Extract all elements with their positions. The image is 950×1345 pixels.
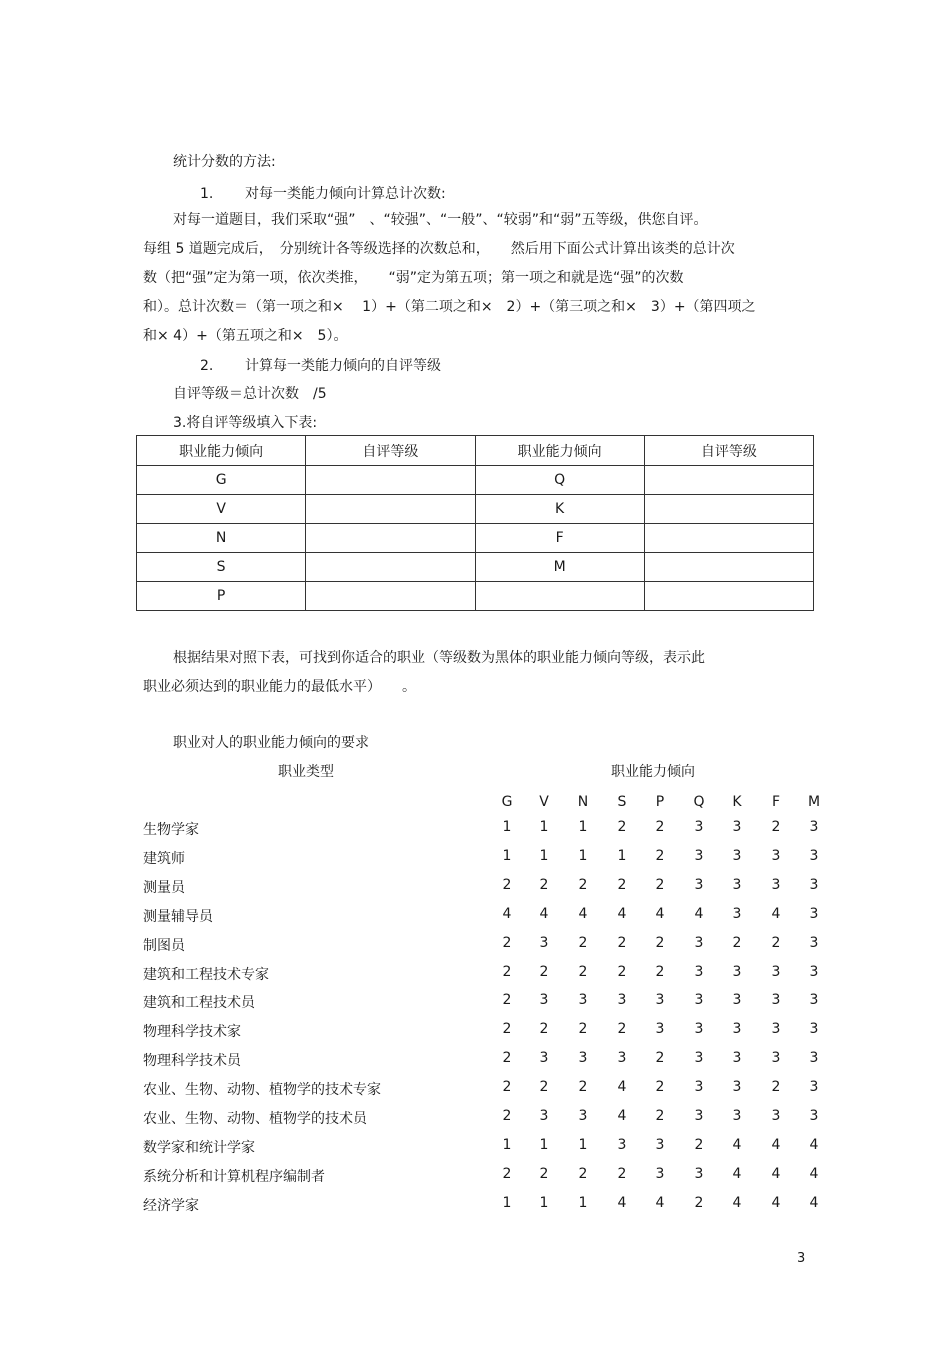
aptitude-level: 2 — [502, 1079, 512, 1096]
self-rating-table — [136, 435, 814, 611]
aptitude-level: 3 — [732, 1108, 742, 1124]
occupation-name: 物理科学技术家 — [143, 1024, 241, 1041]
aptitude-level: 3 — [694, 1079, 704, 1096]
aptitude-level: 2 — [539, 963, 549, 980]
aptitude-level: 1 — [578, 819, 588, 835]
table-header-row — [137, 436, 814, 466]
aptitude-level: 4 — [617, 1079, 627, 1096]
step3-instruction: 3.将自评等级填入下表: — [173, 415, 318, 431]
occupation-name: 建筑师 — [143, 850, 185, 867]
aptitude-level: 2 — [578, 963, 588, 980]
formula: 自评等级＝总计次数 /5 — [173, 386, 327, 402]
aptitude-level: 4 — [617, 905, 627, 922]
aptitude-code-header-row — [143, 794, 833, 814]
table-row — [143, 1021, 833, 1041]
table-row — [137, 466, 814, 495]
rating-cell[interactable] — [306, 495, 475, 524]
header-cell: 职业能力倾向 — [475, 436, 644, 466]
aptitude-level: 2 — [655, 819, 665, 835]
aptitude-code: V — [137, 495, 306, 524]
header-cell: 职业能力倾向 — [137, 436, 306, 466]
aptitude-level: 3 — [732, 847, 742, 864]
aptitude-level: 1 — [502, 1136, 512, 1153]
table-row — [143, 992, 833, 1012]
occupation-name: 物理科学技术员 — [143, 1053, 241, 1070]
aptitude-level: 4 — [732, 1194, 742, 1211]
aptitude-level: 2 — [578, 876, 588, 893]
aptitude-code: Q — [475, 466, 644, 495]
aptitude-level: 3 — [771, 1021, 781, 1038]
table-row — [143, 848, 833, 868]
aptitude-level: 4 — [617, 1108, 627, 1124]
table-row — [137, 553, 814, 582]
aptitude-level: 2 — [771, 934, 781, 951]
aptitude-level: 3 — [655, 992, 665, 1009]
aptitude-level: 3 — [578, 1050, 588, 1067]
aptitude-level: 3 — [655, 1021, 665, 1038]
paragraph-line: 每组 5 道题完成后， 分别统计各等级选择的次数总和， 然后用下面公式计算出该类的总计次 — [143, 241, 735, 257]
aptitude-level: 4 — [694, 905, 704, 922]
aptitude-level: 3 — [694, 1165, 704, 1182]
aptitude-level: 2 — [655, 847, 665, 864]
code-cell: V — [539, 794, 549, 810]
step2-title: 计算每一类能力倾向的自评等级 — [245, 358, 441, 374]
aptitude-level: 2 — [502, 992, 512, 1009]
aptitude-level: 3 — [771, 1108, 781, 1124]
table-row — [137, 582, 814, 611]
aptitude-level: 3 — [617, 1136, 627, 1153]
aptitude-level: 2 — [578, 1079, 588, 1096]
aptitude-level: 3 — [809, 934, 819, 951]
aptitude-level: 2 — [578, 934, 588, 951]
aptitude-level: 3 — [617, 1050, 627, 1067]
aptitude-level: 2 — [502, 934, 512, 951]
code-cell: F — [771, 794, 781, 810]
aptitude-level: 1 — [502, 1194, 512, 1211]
rating-cell[interactable] — [644, 524, 813, 553]
occupation-name: 生物学家 — [143, 822, 199, 838]
aptitude-level: 3 — [809, 819, 819, 835]
rating-cell[interactable] — [644, 582, 813, 611]
aptitude-level: 2 — [539, 876, 549, 893]
aptitude-level: 3 — [732, 992, 742, 1009]
aptitude-level: 3 — [539, 934, 549, 951]
aptitude-level: 3 — [694, 1021, 704, 1038]
aptitude-level: 3 — [539, 1050, 549, 1067]
rating-cell[interactable] — [644, 553, 813, 582]
aptitude-code: G — [137, 466, 306, 495]
aptitude-code: S — [137, 553, 306, 582]
table-row — [143, 1079, 833, 1099]
rating-cell[interactable] — [306, 582, 475, 611]
occupation-name: 数学家和统计学家 — [143, 1139, 255, 1156]
aptitude-level: 3 — [809, 1050, 819, 1067]
aptitude-level: 4 — [771, 1194, 781, 1211]
table-row — [143, 1195, 833, 1215]
aptitude-level: 3 — [732, 1050, 742, 1067]
aptitude-code: N — [137, 524, 306, 553]
aptitude-level: 1 — [578, 847, 588, 864]
rating-cell[interactable] — [644, 466, 813, 495]
aptitude-level: 2 — [578, 1021, 588, 1038]
aptitude-level: 3 — [655, 1136, 665, 1153]
step1-number: 1. — [200, 186, 214, 202]
aptitude-level: 3 — [809, 1079, 819, 1096]
aptitude-level: 1 — [578, 1194, 588, 1211]
table-row — [143, 1108, 833, 1128]
aptitude-level: 3 — [694, 934, 704, 951]
code-cell: P — [655, 794, 665, 810]
aptitude-level: 4 — [809, 1194, 819, 1211]
aptitude-level: 3 — [771, 1050, 781, 1067]
aptitude-level: 4 — [502, 905, 512, 922]
code-cell: M — [807, 794, 821, 810]
aptitude-level: 4 — [771, 905, 781, 922]
aptitude-level: 2 — [694, 1194, 704, 1211]
aptitude-level: 3 — [809, 1021, 819, 1038]
occupation-name: 农业、生物、动物、植物学的技术员 — [143, 1111, 367, 1127]
occupation-name: 测量员 — [143, 879, 185, 896]
table-row — [143, 877, 833, 897]
aptitude-level: 2 — [655, 934, 665, 951]
aptitude-level: 3 — [771, 876, 781, 893]
table-row — [143, 1166, 833, 1186]
aptitude-level: 4 — [617, 1194, 627, 1211]
occupation-name: 建筑和工程技术专家 — [143, 966, 269, 983]
aptitude-level: 4 — [809, 1136, 819, 1153]
aptitude-code: P — [137, 582, 306, 611]
note-line: 根据结果对照下表，可找到你适合的职业（等级数为黑体的职业能力倾向等级，表示此 — [173, 650, 705, 666]
table-row — [143, 964, 833, 984]
aptitude-code — [475, 582, 644, 611]
aptitude-level: 2 — [502, 876, 512, 893]
section-title: 统计分数的方法: — [173, 154, 276, 170]
aptitude-level: 2 — [502, 1165, 512, 1182]
aptitude-level: 2 — [539, 1021, 549, 1038]
table-row — [143, 906, 833, 926]
occupation-name: 经济学家 — [143, 1197, 199, 1214]
rating-cell[interactable] — [306, 553, 475, 582]
aptitude-level: 2 — [655, 1108, 665, 1124]
code-cell: S — [617, 794, 627, 810]
aptitude-code: K — [475, 495, 644, 524]
aptitude-level: 2 — [732, 934, 742, 951]
aptitude-code: F — [475, 524, 644, 553]
table-row — [143, 819, 833, 839]
aptitude-level: 3 — [809, 847, 819, 864]
aptitude-level: 3 — [809, 1108, 819, 1124]
paragraph-line: 对每一道题目，我们采取“强” 、“较强”、“一般”、“较弱”和“弱”五等级，供您自评。 — [173, 212, 708, 228]
code-cell: N — [577, 794, 589, 810]
aptitude-level: 2 — [694, 1136, 704, 1153]
aptitude-level: 3 — [732, 963, 742, 980]
aptitude-level: 1 — [539, 1194, 549, 1211]
aptitude-level: 4 — [655, 905, 665, 922]
page-number: 3 — [797, 1251, 806, 1266]
aptitude-level: 2 — [617, 1021, 627, 1038]
step2-number: 2. — [200, 358, 214, 374]
aptitude-level: 2 — [502, 1108, 512, 1124]
aptitude-level: 3 — [732, 905, 742, 922]
aptitude-level: 2 — [502, 1021, 512, 1038]
aptitude-level: 3 — [655, 1165, 665, 1182]
aptitude-level: 3 — [694, 847, 704, 864]
aptitude-level: 3 — [694, 1050, 704, 1067]
aptitude-level: 2 — [617, 934, 627, 951]
aptitude-level: 1 — [502, 847, 512, 864]
paragraph-line: 和）。总计次数＝（第一项之和× 1）+（第二项之和× 2）+（第三项之和× 3）+（第四项之 — [143, 299, 756, 315]
aptitude-level: 4 — [578, 905, 588, 922]
note-line: 职业必须达到的职业能力的最低水平） 。 — [143, 679, 416, 695]
aptitude-level: 2 — [655, 876, 665, 893]
occupation-name: 测量辅导员 — [143, 908, 213, 925]
column-occupation-type: 职业类型 — [278, 764, 334, 780]
aptitude-level: 3 — [732, 819, 742, 835]
paragraph-line: 数（把“强”定为第一项，依次类推， “弱”定为第五项；第一项之和就是选“强”的次数 — [143, 270, 684, 286]
aptitude-level: 1 — [502, 819, 512, 835]
step1-title: 对每一类能力倾向计算总计次数: — [245, 186, 446, 202]
aptitude-level: 2 — [617, 1165, 627, 1182]
rating-cell[interactable] — [306, 466, 475, 495]
occupation-name: 制图员 — [143, 937, 185, 954]
code-cell: Q — [693, 794, 705, 810]
aptitude-level: 3 — [732, 1021, 742, 1038]
aptitude-level: 2 — [539, 1165, 549, 1182]
aptitude-level: 3 — [539, 992, 549, 1009]
header-cell: 自评等级 — [644, 436, 813, 466]
aptitude-level: 2 — [655, 963, 665, 980]
aptitude-level: 3 — [809, 963, 819, 980]
aptitude-level: 1 — [578, 1136, 588, 1153]
aptitude-level: 4 — [539, 905, 549, 922]
aptitude-level: 2 — [655, 1079, 665, 1096]
aptitude-level: 1 — [617, 847, 627, 864]
aptitude-level: 2 — [617, 876, 627, 893]
aptitude-level: 3 — [694, 963, 704, 980]
aptitude-level: 3 — [732, 1079, 742, 1096]
table-row — [143, 1050, 833, 1070]
aptitude-level: 3 — [694, 1108, 704, 1124]
occupation-name: 建筑和工程技术员 — [143, 995, 255, 1012]
code-cell: K — [732, 794, 742, 810]
aptitude-code: M — [475, 553, 644, 582]
aptitude-level: 4 — [732, 1136, 742, 1153]
aptitude-level: 2 — [771, 1079, 781, 1096]
aptitude-level: 2 — [502, 1050, 512, 1067]
rating-cell[interactable] — [644, 495, 813, 524]
aptitude-level: 1 — [539, 1136, 549, 1153]
aptitude-level: 2 — [617, 819, 627, 835]
table-row — [137, 495, 814, 524]
aptitude-level: 4 — [732, 1165, 742, 1182]
aptitude-level: 3 — [809, 905, 819, 922]
code-cell: G — [501, 794, 513, 810]
requirements-title: 职业对人的职业能力倾向的要求 — [173, 735, 369, 751]
column-aptitude: 职业能力倾向 — [611, 764, 695, 780]
aptitude-level: 3 — [809, 992, 819, 1009]
aptitude-level: 2 — [502, 963, 512, 980]
table-row — [143, 1137, 833, 1157]
aptitude-level: 3 — [771, 992, 781, 1009]
aptitude-level: 1 — [539, 847, 549, 864]
aptitude-level: 3 — [809, 876, 819, 893]
aptitude-level: 3 — [694, 876, 704, 893]
aptitude-level: 1 — [539, 819, 549, 835]
aptitude-level: 3 — [617, 992, 627, 1009]
aptitude-level: 2 — [539, 1079, 549, 1096]
aptitude-level: 3 — [694, 992, 704, 1009]
aptitude-level: 4 — [771, 1136, 781, 1153]
aptitude-level: 2 — [655, 1050, 665, 1067]
aptitude-level: 4 — [809, 1165, 819, 1182]
table-row — [143, 935, 833, 955]
table-row — [137, 524, 814, 553]
aptitude-level: 2 — [771, 819, 781, 835]
aptitude-level: 4 — [655, 1194, 665, 1211]
aptitude-level: 3 — [771, 847, 781, 864]
aptitude-level: 3 — [694, 819, 704, 835]
aptitude-level: 2 — [578, 1165, 588, 1182]
paragraph-line: 和× 4）+（第五项之和× 5）。 — [143, 328, 348, 344]
aptitude-level: 3 — [539, 1108, 549, 1124]
aptitude-level: 3 — [732, 876, 742, 893]
aptitude-level: 3 — [578, 992, 588, 1009]
rating-cell[interactable] — [306, 524, 475, 553]
occupation-name: 农业、生物、动物、植物学的技术专家 — [143, 1082, 381, 1099]
aptitude-level: 4 — [771, 1165, 781, 1182]
header-cell: 自评等级 — [306, 436, 475, 466]
occupation-name: 系统分析和计算机程序编制者 — [143, 1168, 325, 1185]
aptitude-level: 3 — [771, 963, 781, 980]
aptitude-level: 2 — [617, 963, 627, 980]
aptitude-level: 3 — [578, 1108, 588, 1124]
